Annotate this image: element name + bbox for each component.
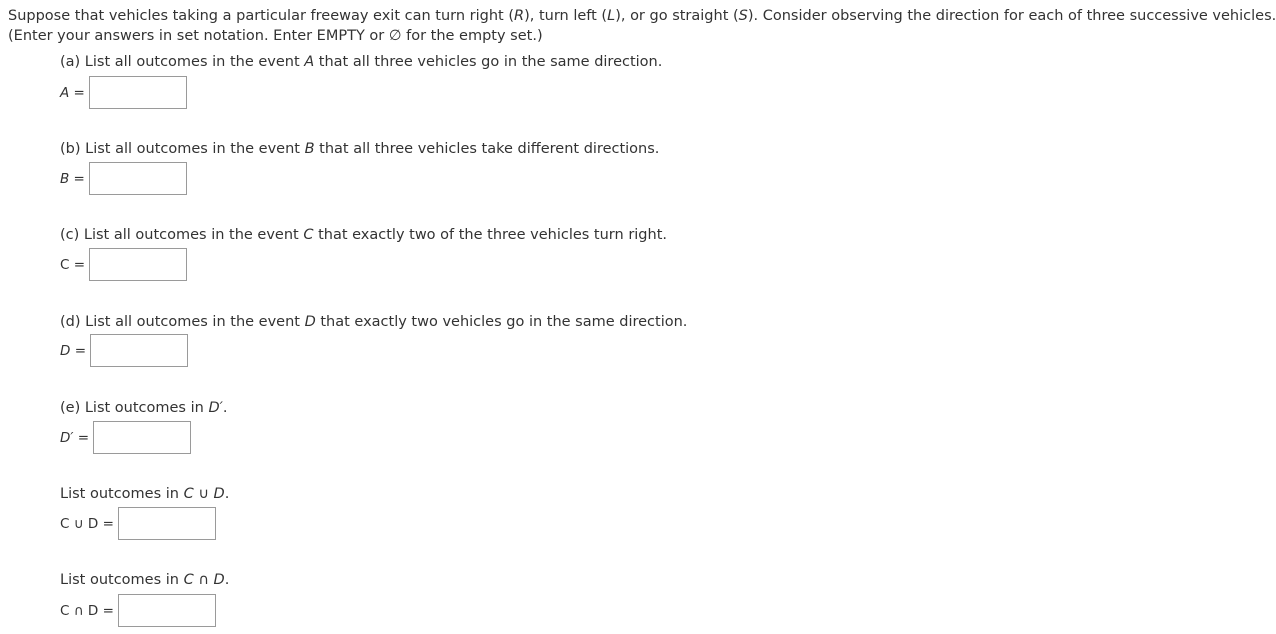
event-var: B: [304, 141, 315, 157]
event-var: C ∪ D: [183, 486, 225, 502]
question-text: (d) List all outcomes in the event: [60, 314, 305, 330]
var-r: R: [514, 8, 525, 24]
question-text: that all three vehicles go in the same direction.: [314, 54, 663, 70]
label-var: C: [60, 256, 70, 273]
question-text: (a) List all outcomes in the event: [60, 54, 305, 70]
question-text: List outcomes in: [60, 486, 184, 502]
part-c: [60, 225, 667, 273]
equals-sign: =: [69, 170, 85, 187]
label-var: B: [60, 170, 70, 187]
part-d: [60, 312, 688, 359]
equals-sign: =: [69, 84, 85, 101]
instructions-line: (Enter your answers in set notation. Enter EMPTY or ∅ for the empty set.): [8, 28, 543, 44]
part-intersection: [60, 570, 230, 619]
part-c-answer-row: [60, 248, 187, 281]
union-question: [60, 484, 229, 504]
answer-d-input[interactable]: [90, 334, 188, 367]
answer-d-complement-input[interactable]: [93, 421, 191, 454]
label-var: C ∪ D: [60, 515, 99, 532]
part-b-answer-row: [60, 162, 187, 195]
equals-sign: =: [98, 602, 114, 619]
part-union: [60, 484, 230, 532]
question-text: (b) List all outcomes in the event: [60, 141, 305, 157]
label-var: D′: [60, 429, 74, 446]
answer-union-input[interactable]: [118, 507, 216, 540]
question-text: that all three vehicles take different directions.: [314, 141, 660, 157]
part-a: [60, 52, 663, 101]
answer-label: [60, 171, 85, 187]
label-var: C ∩ D: [60, 602, 99, 619]
answer-label: [60, 85, 85, 101]
var-s: S: [738, 8, 748, 24]
part-a-question: [60, 52, 662, 72]
part-d-question: [60, 312, 687, 332]
answer-label: [60, 343, 86, 359]
intersection-question: [60, 570, 229, 590]
question-text: .: [224, 572, 230, 588]
question-text: List outcomes in: [60, 572, 184, 588]
equals-sign: =: [98, 515, 114, 532]
equals-sign: =: [70, 342, 87, 359]
intro-text: Suppose that vehicles taking a particular freeway exit can turn right (: [8, 8, 514, 24]
answer-label: [60, 430, 89, 446]
event-var: D: [304, 314, 316, 330]
part-d-answer-row: [60, 334, 188, 367]
label-var: D: [60, 342, 71, 359]
question-text: that exactly two vehicles go in the same direction.: [315, 314, 688, 330]
part-b-question: [60, 139, 659, 159]
event-var: D′: [208, 400, 223, 416]
answer-c-input[interactable]: [89, 248, 187, 281]
part-a-answer-row: [60, 76, 187, 109]
question-text: (c) List all outcomes in the event: [60, 227, 304, 243]
question-text: .: [224, 486, 230, 502]
answer-label: [60, 516, 114, 532]
var-l: L: [607, 8, 616, 24]
label-var: A: [60, 84, 70, 101]
intro-text: ). Consider observing the direction for each of three successive vehicles.: [747, 8, 1276, 24]
event-var: C: [303, 227, 314, 243]
answer-intersection-input[interactable]: [118, 594, 216, 627]
answer-label: [60, 257, 85, 273]
part-c-question: [60, 225, 667, 245]
equals-sign: =: [69, 256, 86, 273]
event-var: A: [304, 54, 315, 70]
part-e-answer-row: [60, 421, 191, 454]
question-text: that exactly two of the three vehicles turn right.: [313, 227, 667, 243]
equals-sign: =: [73, 429, 90, 446]
intro-text: ), or go straight (: [615, 8, 739, 24]
question-text: (e) List outcomes in: [60, 400, 209, 416]
part-e-question: [60, 398, 228, 418]
answer-a-input[interactable]: [89, 76, 187, 109]
answer-b-input[interactable]: [89, 162, 187, 195]
answer-label: [60, 603, 114, 619]
event-var: C ∩ D: [183, 572, 225, 588]
problem-statement: [8, 6, 1276, 46]
intersection-answer-row: [60, 594, 216, 627]
problem-intro-line: [8, 6, 1276, 26]
union-answer-row: [60, 507, 216, 540]
part-b: [60, 139, 660, 187]
question-text: .: [222, 400, 228, 416]
part-e: [60, 398, 228, 446]
intro-text: ), turn left (: [524, 8, 608, 24]
